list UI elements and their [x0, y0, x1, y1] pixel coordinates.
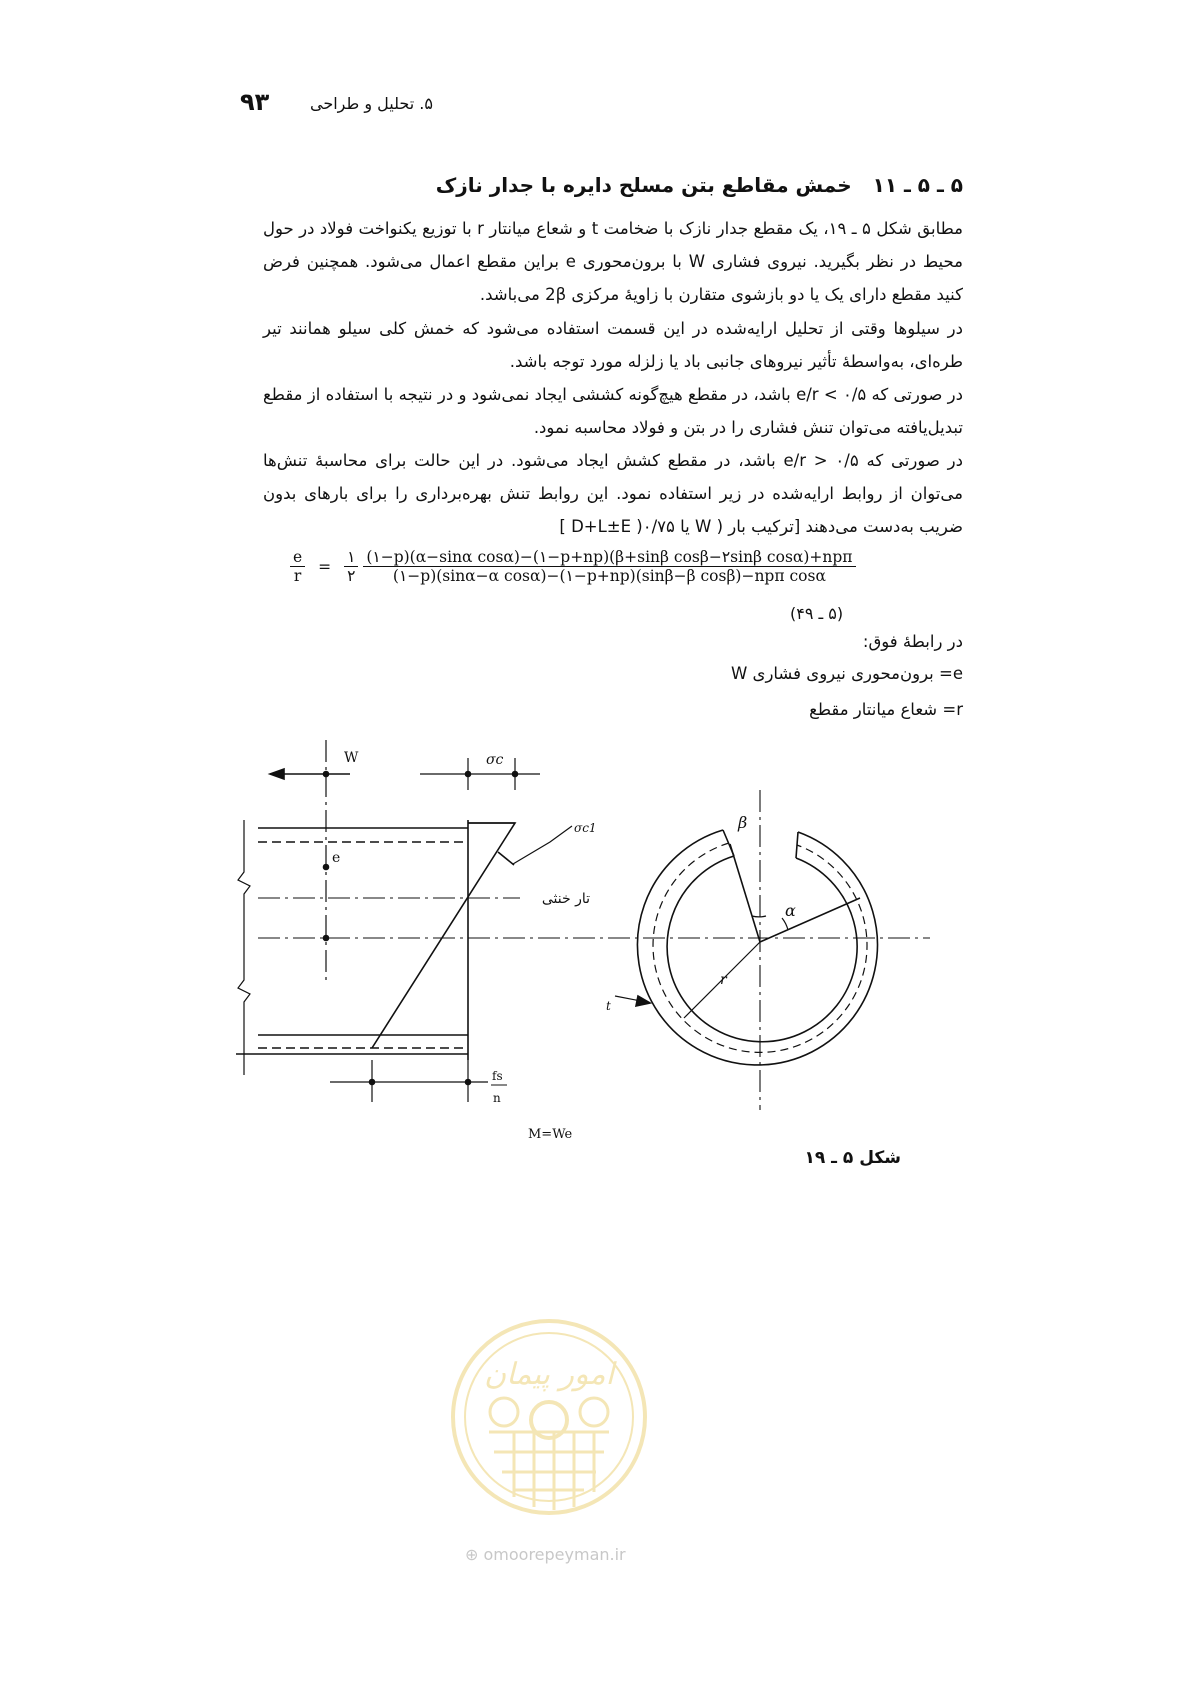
- lhs-denominator: r: [293, 567, 302, 585]
- stress-distribution: [372, 823, 515, 1048]
- label-fs: fs: [492, 1069, 503, 1083]
- opening-edge-right: [796, 832, 798, 858]
- label-W: W: [344, 750, 359, 766]
- ring-outer: [637, 830, 877, 1065]
- definition-r: [463, 700, 963, 719]
- watermark-stamp-text: امور پیمان: [484, 1357, 614, 1392]
- sigma-c1-leader: [513, 826, 572, 864]
- paragraph-tension: در صورتی که e/r > ۰/۵ باشد، در مقطع کشش ایجاد می‌شود. در این حالت برای محاسبهٔ تنش‌ها می‌توان از روابط ارایه‌شده در زیر استفاده نمود. این روابط تنش بهره‌برداری را برای بارهای بدون ضریب به‌دست می‌دهند [ترکیب بار ( W یا ۰/۷۵( D+L±E ]: [263, 451, 963, 536]
- fs-dot-left: [370, 1080, 375, 1085]
- load-arrowhead: [270, 769, 284, 779]
- label-n: n: [493, 1091, 501, 1105]
- lhs-numerator: e: [290, 548, 305, 567]
- sigma-c1-tick: [498, 852, 514, 865]
- equation-number: (۵ ـ ۴۹): [790, 604, 844, 623]
- paragraph-no-tension: در صورتی که e/r < ۰/۵ باشد، در مقطع هیچ‌گونه کششی ایجاد نمی‌شود و در نتیجه با استفاده از مقطع تبدیل‌یافته می‌توان تنش فشاری را در بتن و فولاد محاسبه نمود.: [263, 385, 963, 437]
- main-fraction: [363, 548, 855, 585]
- watermark-url-text: omoorepeyman.ir: [483, 1545, 626, 1564]
- ring-inner: [667, 856, 857, 1042]
- equation-e-over-r: [290, 548, 930, 608]
- paragraph-intro: مطابق شکل ۵ ـ ۱۹، یک مقطع جدار نازک با ضخامت t و شعاع میانتار r با توزیع یکنواخت فولاد در حول محیط در نظر بگیرید. نیروی فشاری W با برون‌محوری e براین مقطع اعمال می‌شود. همچنین فرض کنید مقطع دارای یک یا دو بازشوی متقارن با زاویهٔ مرکزی 2β می‌باشد.: [263, 219, 963, 304]
- beta-radius: [730, 844, 760, 942]
- coefficient-fraction: [344, 548, 358, 585]
- watermark-url: ⊕ omoorepeyman.ir: [465, 1545, 626, 1564]
- coef-numerator: ۱: [344, 548, 358, 567]
- figure-labels: [332, 750, 796, 1142]
- section-title: خمش مقاطع بتن مسلح دایره با جدار نازک: [435, 173, 852, 197]
- figure-caption: شکل ۵ ـ ۱۹: [804, 1148, 901, 1168]
- label-r: r: [720, 972, 727, 988]
- label-sigma-c1: σc1: [574, 821, 597, 835]
- coef-denominator: ۲: [347, 567, 356, 585]
- label-beta: β: [738, 813, 748, 832]
- section-number: ۵ ـ ۵ ـ ۱۱: [872, 173, 963, 197]
- watermark-stamp-logo: [444, 1312, 654, 1522]
- label-e: e: [332, 850, 341, 866]
- page-number: ۹۳: [240, 88, 270, 116]
- main-numerator: (۱−p)(α−sinα cosα)−(۱−p+np)(β+sinβ cosβ−۲sinβ cosα)+npπ: [363, 548, 855, 567]
- label-moment: M=We: [528, 1127, 573, 1142]
- figure-5-19: [210, 730, 930, 1150]
- section-heading: [263, 173, 963, 197]
- lhs-fraction: [290, 548, 305, 585]
- sigma-c-dot-left: [466, 772, 471, 777]
- section-diagram: [615, 790, 877, 1110]
- def-symbol-e: e: [952, 664, 963, 683]
- definition-e: [463, 664, 963, 683]
- def-text-r: = شعاع میانتار مقطع: [809, 700, 957, 719]
- label-sigma-c: σc: [486, 752, 504, 768]
- paragraph-silo: در سیلوها وقتی از تحلیل ارایه‌شده در این قسمت استفاده می‌شود که خمش کلی سیلو همانند تیر طره‌ای، به‌واسطهٔ تأثیر نیروهای جانبی باد یا زلزله مورد توجه باشد.: [263, 319, 963, 371]
- where-label: در رابطهٔ فوق:: [862, 632, 963, 651]
- beta-arc: [752, 916, 766, 917]
- load-point-mid: [324, 865, 329, 870]
- load-point-axis: [324, 936, 329, 941]
- def-text-e: = برون‌محوری نیروی فشاری W: [730, 664, 953, 683]
- fs-dot-right: [466, 1080, 471, 1085]
- t-arrowhead: [636, 996, 650, 1006]
- label-t: t: [606, 999, 611, 1013]
- elevation-diagram: [236, 740, 930, 1102]
- label-neutral-axis: تار خنثی: [541, 891, 590, 907]
- sigma-c-dot-right: [513, 772, 518, 777]
- break-line: [238, 820, 250, 1075]
- equals-sign: =: [318, 557, 332, 576]
- alpha-radius: [760, 898, 860, 942]
- def-symbol-r: r: [956, 700, 963, 719]
- chapter-title: ۵. تحلیل و طراحی: [310, 94, 433, 113]
- label-alpha: α: [785, 901, 796, 920]
- main-denominator: (۱−p)(sinα−α cosα)−(۱−p+np)(sinβ−β cosβ)−npπ cosα: [392, 567, 826, 585]
- page-header: [240, 88, 900, 128]
